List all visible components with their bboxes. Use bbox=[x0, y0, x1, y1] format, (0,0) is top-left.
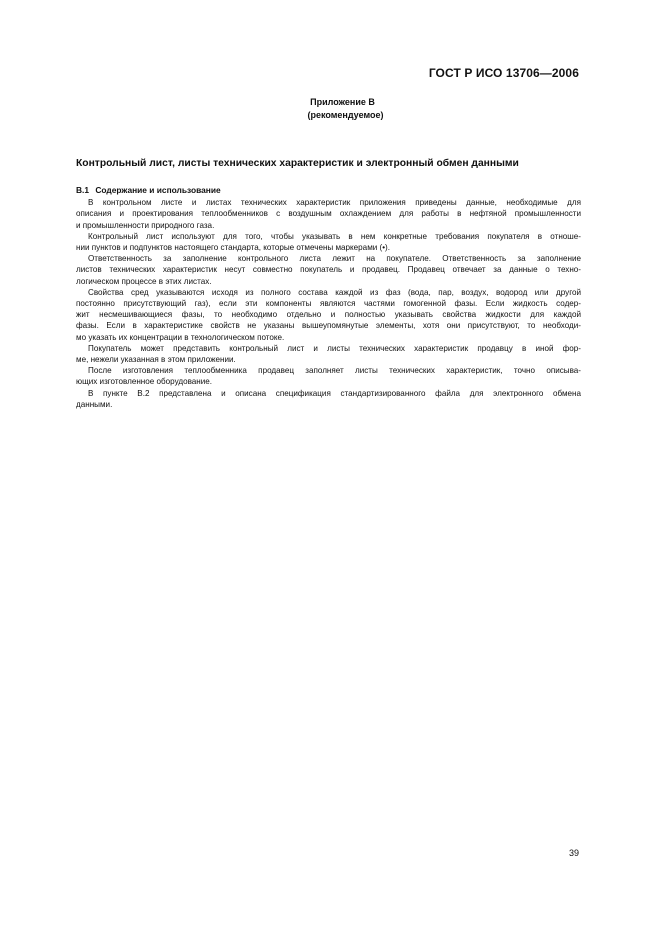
text-line: описания и проектирования теплообменников с воздушным охлаждением для работы в нефтяной промышленности bbox=[76, 209, 581, 219]
document-body bbox=[76, 185, 581, 410]
paragraph bbox=[76, 388, 581, 410]
appendix-title: Приложение В bbox=[310, 97, 375, 107]
paragraph bbox=[76, 197, 581, 231]
text-line: листов технических характеристик несут совместно покупатель и продавец. Продавец отвечает за данные о техно- bbox=[76, 265, 581, 275]
text-line: постоянно присутствующий газ), если эти компоненты являются частями гомогенной фазы. Если жидкость содер- bbox=[76, 299, 581, 309]
text-line: После изготовления теплообменника продавец заполняет листы технических характеристик, точно описыва- bbox=[88, 366, 581, 376]
text-line: жит несмешивающиеся фазы, то необходимо отдельно и полностью указывать свойства жидкости для каждой bbox=[76, 310, 581, 320]
text-line: Свойства сред указываются исходя из полного состава каждой из фаз (вода, пар, воздух, водород или другой bbox=[88, 287, 581, 297]
section-heading bbox=[76, 185, 581, 196]
paragraph bbox=[76, 343, 581, 365]
text-line: В пункте В.2 представлена и описана спецификация стандартизированного файла для электронного обмена bbox=[88, 388, 581, 398]
text-line: и промышленности природного газа. bbox=[76, 220, 215, 230]
text-line: Ответственность за заполнение контрольного листа лежит на покупателе. Ответственность за заполнение bbox=[88, 254, 581, 264]
section-title: Содержание и использование bbox=[95, 185, 221, 195]
text-line: В контрольном листе и листах технических характеристик приложения приведены данные, необходимые для bbox=[88, 198, 581, 208]
paragraph-list bbox=[76, 197, 581, 410]
document-code: ГОСТ Р ИСО 13706—2006 bbox=[428, 66, 579, 80]
text-line: мо указать их концентрации в технологическом потоке. bbox=[76, 332, 285, 342]
text-line: логическом процессе в этих листах. bbox=[76, 276, 212, 286]
text-line: ющих изготовленное оборудование. bbox=[76, 377, 213, 387]
text-line: ме, нежели указанная в этом приложении. bbox=[76, 355, 236, 365]
paragraph bbox=[76, 253, 581, 287]
text-line: данными. bbox=[76, 399, 113, 409]
text-line: нии пунктов и подпунктов настоящего стандарта, которые отмечены маркерами (•). bbox=[76, 243, 390, 253]
section-number: В.1 bbox=[76, 185, 90, 195]
main-title: Контрольный лист, листы технических характеристик и электронный обмен данными bbox=[76, 158, 519, 169]
text-line: фазы. Если в характеристике свойств не указаны вышеупомянутые элементы, хотя они присутствуют, то необходи- bbox=[76, 321, 581, 331]
paragraph bbox=[76, 365, 581, 387]
appendix-heading bbox=[0, 96, 661, 122]
page-number: 39 bbox=[568, 848, 579, 858]
appendix-status: (рекомендуемое) bbox=[307, 110, 384, 120]
paragraph bbox=[76, 287, 581, 343]
paragraph bbox=[76, 231, 581, 253]
text-line: Контрольный лист используют для того, чтобы указывать в нем конкретные требования покупателя в отноше- bbox=[88, 231, 581, 241]
text-line: Покупатель может представить контрольный лист и листы технических характеристик продавцу в иной фор- bbox=[88, 343, 581, 353]
